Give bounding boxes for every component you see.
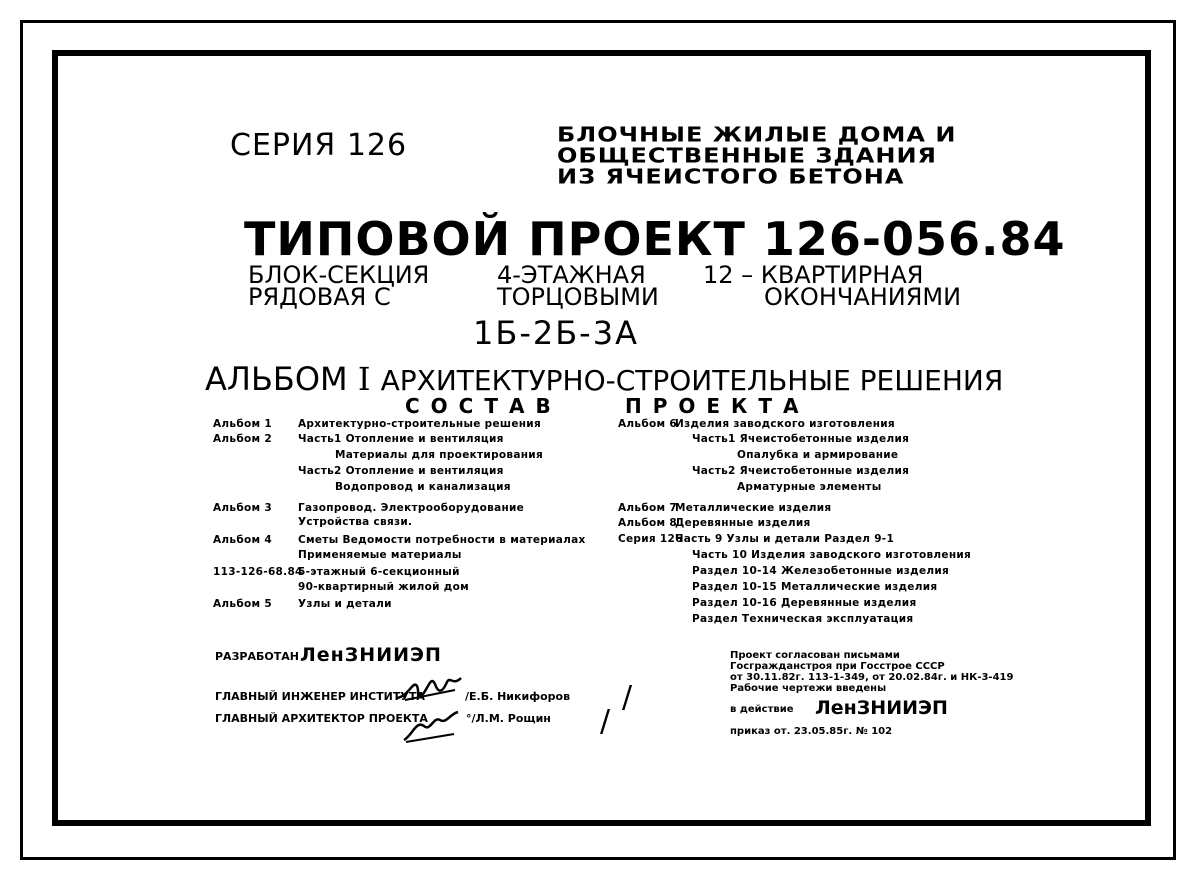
left-album-4-label: Альбом 4 — [213, 534, 272, 546]
contents-heading-left: СОСТАВ — [405, 394, 562, 418]
developer-label: РАЗРАБОТАН — [215, 650, 299, 663]
chief-engineer-signature — [395, 672, 465, 706]
right-series-text-0: Часть 9 Узлы и детали Раздел 9-1 — [675, 533, 895, 545]
right-series-text-4: Раздел 10-16 Деревянные изделия — [692, 597, 917, 609]
album-name: АРХИТЕКТУРНО-СТРОИТЕЛЬНЫЕ РЕШЕНИЯ — [380, 364, 1004, 397]
chief-engineer-slash: / — [622, 680, 633, 715]
right-album-7-label: Альбом 7 — [618, 502, 677, 514]
project-code: 1Б-2Б-3А — [473, 314, 639, 352]
left-album-3-label: Альбом 3 — [213, 502, 272, 514]
right-series-text-5: Раздел Техническая эксплуатация — [692, 613, 914, 625]
right-series-text-1: Часть 10 Изделия заводского изготовления — [692, 549, 972, 561]
building-type-line-1: БЛОЧНЫЕ ЖИЛЫЕ ДОМА И — [557, 122, 957, 147]
approval-order: приказ от. 23.05.85г. № 102 — [730, 726, 893, 737]
left-album-5-label: Альбом 5 — [213, 598, 272, 610]
chief-engineer-name: /Е.Б. Никифоров — [465, 690, 571, 703]
approval-line-3: от 30.11.82г. 113-1-349, от 20.02.84г. и НК-3-419 — [730, 672, 1014, 683]
left-album-4-text-0: Сметы Ведомости потребности в материалах — [298, 534, 586, 546]
subtitle-endings: ОКОНЧАНИЯМИ — [764, 283, 962, 311]
series-label: СЕРИЯ 126 — [230, 128, 408, 163]
subtitle-floors: 4-ЭТАЖНАЯ — [497, 261, 646, 289]
right-album-8-label: Альбом 8 — [618, 517, 677, 529]
left-project-text-1: 90-квартирный жилой дом — [298, 581, 469, 593]
chief-architect-signature — [400, 706, 462, 746]
left-album-5-text-0: Узлы и детали — [298, 598, 392, 610]
approval-line-1: Проект согласован письмами — [730, 650, 900, 661]
left-album-2-text-1: Материалы для проектирования — [335, 449, 543, 461]
developer-name: ЛенЗНИИЭП — [300, 644, 442, 666]
building-type-line-2: ОБЩЕСТВЕННЫЕ ЗДАНИЯ — [557, 143, 938, 168]
left-album-2-label: Альбом 2 — [213, 433, 272, 445]
building-type-line-3: ИЗ ЯЧЕИСТОГО БЕТОНА — [557, 164, 905, 189]
left-album-2-text-0: Часть1 Отопление и вентиляция — [298, 433, 504, 445]
left-album-4-text-1: Применяемые материалы — [298, 549, 462, 561]
right-series-text-3: Раздел 10-15 Металлические изделия — [692, 581, 938, 593]
subtitle-end: ТОРЦОВЫМИ — [497, 283, 659, 311]
chief-architect-name: °/Л.М. Рощин — [466, 712, 551, 725]
right-album-7-text-0: Металлические изделия — [675, 502, 832, 514]
album-label: АЛЬБОМ — [205, 360, 348, 398]
left-album-1-text-0: Архитектурно-строительные решения — [298, 418, 542, 430]
right-album-8-text-0: Деревянные изделия — [675, 517, 811, 529]
right-album-6-text-2: Опалубка и армирование — [737, 449, 899, 461]
left-album-2-text-3: Водопровод и канализация — [335, 481, 511, 493]
subtitle-block-section: БЛОК-СЕКЦИЯ — [248, 261, 430, 289]
approval-line-2: Госгражданстроя при Госстрое СССР — [730, 661, 945, 672]
in-effect-label: в действие — [730, 704, 794, 715]
left-album-3-text-1: Устройства связи. — [298, 516, 413, 528]
project-title: ТИПОВОЙ ПРОЕКТ 126-056.84 — [244, 212, 1066, 266]
right-series-text-2: Раздел 10-14 Железобетонные изделия — [692, 565, 950, 577]
left-album-3-text-0: Газопровод. Электрооборудование — [298, 502, 525, 514]
right-album-6-text-3: Часть2 Ячеистобетонные изделия — [692, 465, 910, 477]
right-series-label: Серия 126 — [618, 533, 683, 545]
left-project-label: 113-126-68.84 — [213, 566, 303, 578]
subtitle-apartments: 12 – КВАРТИРНАЯ — [703, 261, 924, 289]
right-album-6-text-0: Изделия заводского изготовления — [675, 418, 895, 430]
chief-architect-slash: / — [600, 704, 611, 739]
subtitle-row: РЯДОВАЯ С — [248, 283, 391, 311]
contents-heading-right: ПРОЕКТА — [625, 394, 810, 418]
chief-architect-label: ГЛАВНЫЙ АРХИТЕКТОР ПРОЕКТА — [215, 712, 428, 725]
right-album-6-text-4: Арматурные элементы — [737, 481, 882, 493]
right-album-6-label: Альбом 6 — [618, 418, 677, 430]
left-album-1-label: Альбом 1 — [213, 418, 272, 430]
left-album-2-text-2: Часть2 Отопление и вентиляция — [298, 465, 504, 477]
chief-engineer-label: ГЛАВНЫЙ ИНЖЕНЕР ИНСТИТУТА — [215, 690, 425, 703]
album-heading — [205, 360, 1003, 398]
right-album-6-text-1: Часть1 Ячеистобетонные изделия — [692, 433, 910, 445]
approval-line-4: Рабочие чертежи введены — [730, 683, 887, 694]
in-effect-org: ЛенЗНИИЭП — [815, 697, 948, 719]
left-project-text-0: 5-этажный 6-секционный — [298, 566, 460, 578]
album-roman-numeral: I — [357, 360, 371, 398]
